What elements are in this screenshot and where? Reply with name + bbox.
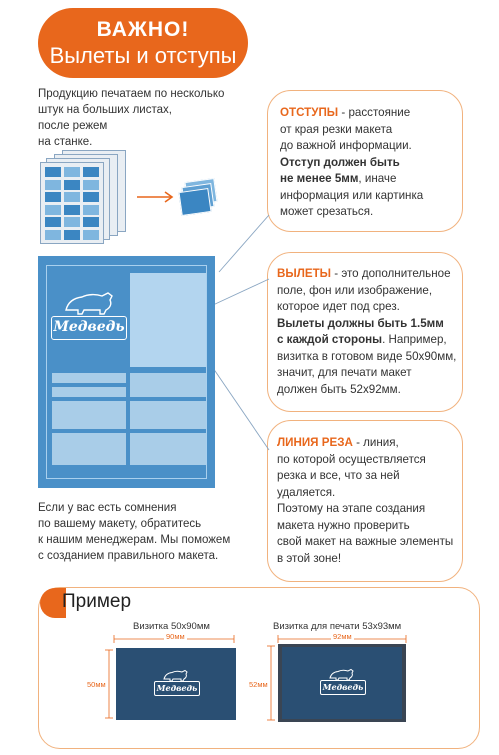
intro-text	[38, 86, 248, 150]
liniya-text: - линия,	[352, 436, 399, 449]
layout-example	[38, 256, 215, 488]
example-title: Пример	[62, 591, 132, 612]
liniya-text: по которой осуществляется	[277, 452, 426, 466]
vylety-text: - это дополнительное	[331, 267, 451, 280]
card2-height-label: 52мм	[249, 680, 268, 689]
liniya-text: Поэтому на этапе создания	[277, 502, 426, 515]
bear-logo-icon	[327, 665, 357, 681]
sheet-card-cell	[64, 205, 80, 215]
logo-box	[51, 316, 127, 340]
otstupy-text: от края резки макета	[280, 122, 393, 136]
otstupy-text: до важной информации.	[280, 139, 412, 152]
bottom-line: Если у вас есть сомнения	[38, 502, 177, 514]
vylety-text: поле, фон или изображение,	[277, 283, 433, 297]
card2-logo-text: Медведь	[322, 682, 364, 692]
card1-width-label: 90мм	[166, 632, 185, 641]
sheet-card-cell	[83, 167, 99, 177]
sheet-card-cell	[83, 205, 99, 215]
bottom-line: по вашему макету, обратитесь	[38, 518, 202, 530]
liniya-text: удаляется.	[277, 485, 336, 499]
card1-height-label: 50мм	[87, 680, 106, 689]
sheet-card-cell	[45, 217, 61, 227]
otstupy-text: - расстояние	[338, 106, 411, 119]
bear-logo-icon	[60, 284, 120, 316]
card2	[278, 644, 406, 722]
card1-caption: Визитка 50х90мм	[133, 621, 210, 632]
sheet-card-cell	[45, 230, 61, 240]
card-stack-illustration	[180, 180, 220, 216]
layout-image-block	[130, 273, 206, 367]
sheet-card-cell	[83, 192, 99, 202]
sheet-card-cell	[83, 217, 99, 227]
intro-line: на станке.	[38, 136, 93, 148]
liniya-text: макета нужно проверить	[277, 518, 410, 532]
header-title: ВАЖНО!	[96, 18, 190, 41]
sheet-card-cell	[64, 167, 80, 177]
liniya-text: резка и все, что за ней	[277, 469, 400, 482]
card2-caption: Визитка для печати 53х93мм	[273, 621, 402, 632]
mini-card	[178, 188, 211, 216]
vylety-text: визитка в готовом виде 50х90мм,	[277, 349, 457, 363]
liniya-box	[267, 420, 463, 582]
liniya-text: в этой зоне!	[277, 551, 342, 565]
layout-block	[52, 401, 126, 429]
sheet-card-cell	[83, 180, 99, 190]
card1-logo-text: Медведь	[156, 683, 198, 693]
vylety-text: с каждой стороны	[277, 333, 383, 346]
card2-logo-box	[320, 680, 366, 695]
vylety-title: ВЫЛЕТЫ	[277, 267, 332, 280]
sheet-card-cell	[64, 192, 80, 202]
liniya-text: свой макет на важные элементы	[277, 535, 454, 548]
layout-block	[52, 433, 126, 465]
vylety-box	[267, 252, 463, 412]
otstupy-text: информация или картинка	[280, 188, 424, 202]
card1-logo-box	[154, 681, 200, 696]
liniya-title: ЛИНИЯ РЕЗА	[277, 436, 353, 449]
header-pill	[38, 8, 248, 78]
card1	[116, 648, 236, 720]
otstupy-text: не менее 5мм	[280, 172, 359, 185]
otstupy-box	[267, 90, 463, 232]
card2-width-label: 92мм	[333, 632, 352, 641]
layout-block	[130, 433, 206, 465]
sheet-card-cell	[83, 230, 99, 240]
vylety-text: . Например,	[382, 333, 447, 346]
logo-text: Медведь	[53, 319, 125, 335]
connector-lines	[205, 215, 275, 505]
bottom-text	[38, 500, 253, 564]
sheet-card-cell	[64, 180, 80, 190]
vylety-text: Вылеты должны быть 1.5мм	[277, 316, 444, 330]
layout-block	[130, 373, 206, 397]
arrow-icon	[135, 190, 177, 204]
bear-logo-icon	[161, 666, 191, 682]
intro-line: после режем	[38, 120, 108, 132]
otstupy-text: может срезаться.	[280, 205, 374, 218]
bottom-line: к нашим менеджерам. Мы поможем	[38, 534, 231, 546]
sheet-card-cell	[45, 180, 61, 190]
sheet-card-cell	[45, 205, 61, 215]
layout-block	[52, 373, 126, 383]
intro-line: штук на больших листах,	[38, 104, 172, 116]
layout-block	[130, 401, 206, 429]
sheet-front	[40, 162, 104, 244]
print-sheets-illustration	[40, 150, 140, 245]
sheet-card-cell	[64, 230, 80, 240]
otstupy-text: Отступ должен быть	[280, 155, 400, 169]
layout-block	[52, 387, 126, 397]
sheet-card-cell	[45, 192, 61, 202]
intro-line: Продукцию печатаем по несколько	[38, 88, 225, 100]
vylety-text: которое идет под срез.	[277, 300, 400, 313]
sheet-card-cell	[64, 217, 80, 227]
otstupy-text: , иначе	[358, 172, 397, 185]
otstupy-title: ОТСТУПЫ	[280, 106, 339, 119]
header-subtitle: Вылеты и отступы	[49, 43, 237, 68]
vylety-text: должен быть 52х92мм.	[277, 382, 401, 396]
vylety-text: значит, для печати макет	[277, 366, 412, 379]
sheet-card-cell	[45, 167, 61, 177]
bottom-line: с созданием правильного макета.	[38, 550, 219, 562]
